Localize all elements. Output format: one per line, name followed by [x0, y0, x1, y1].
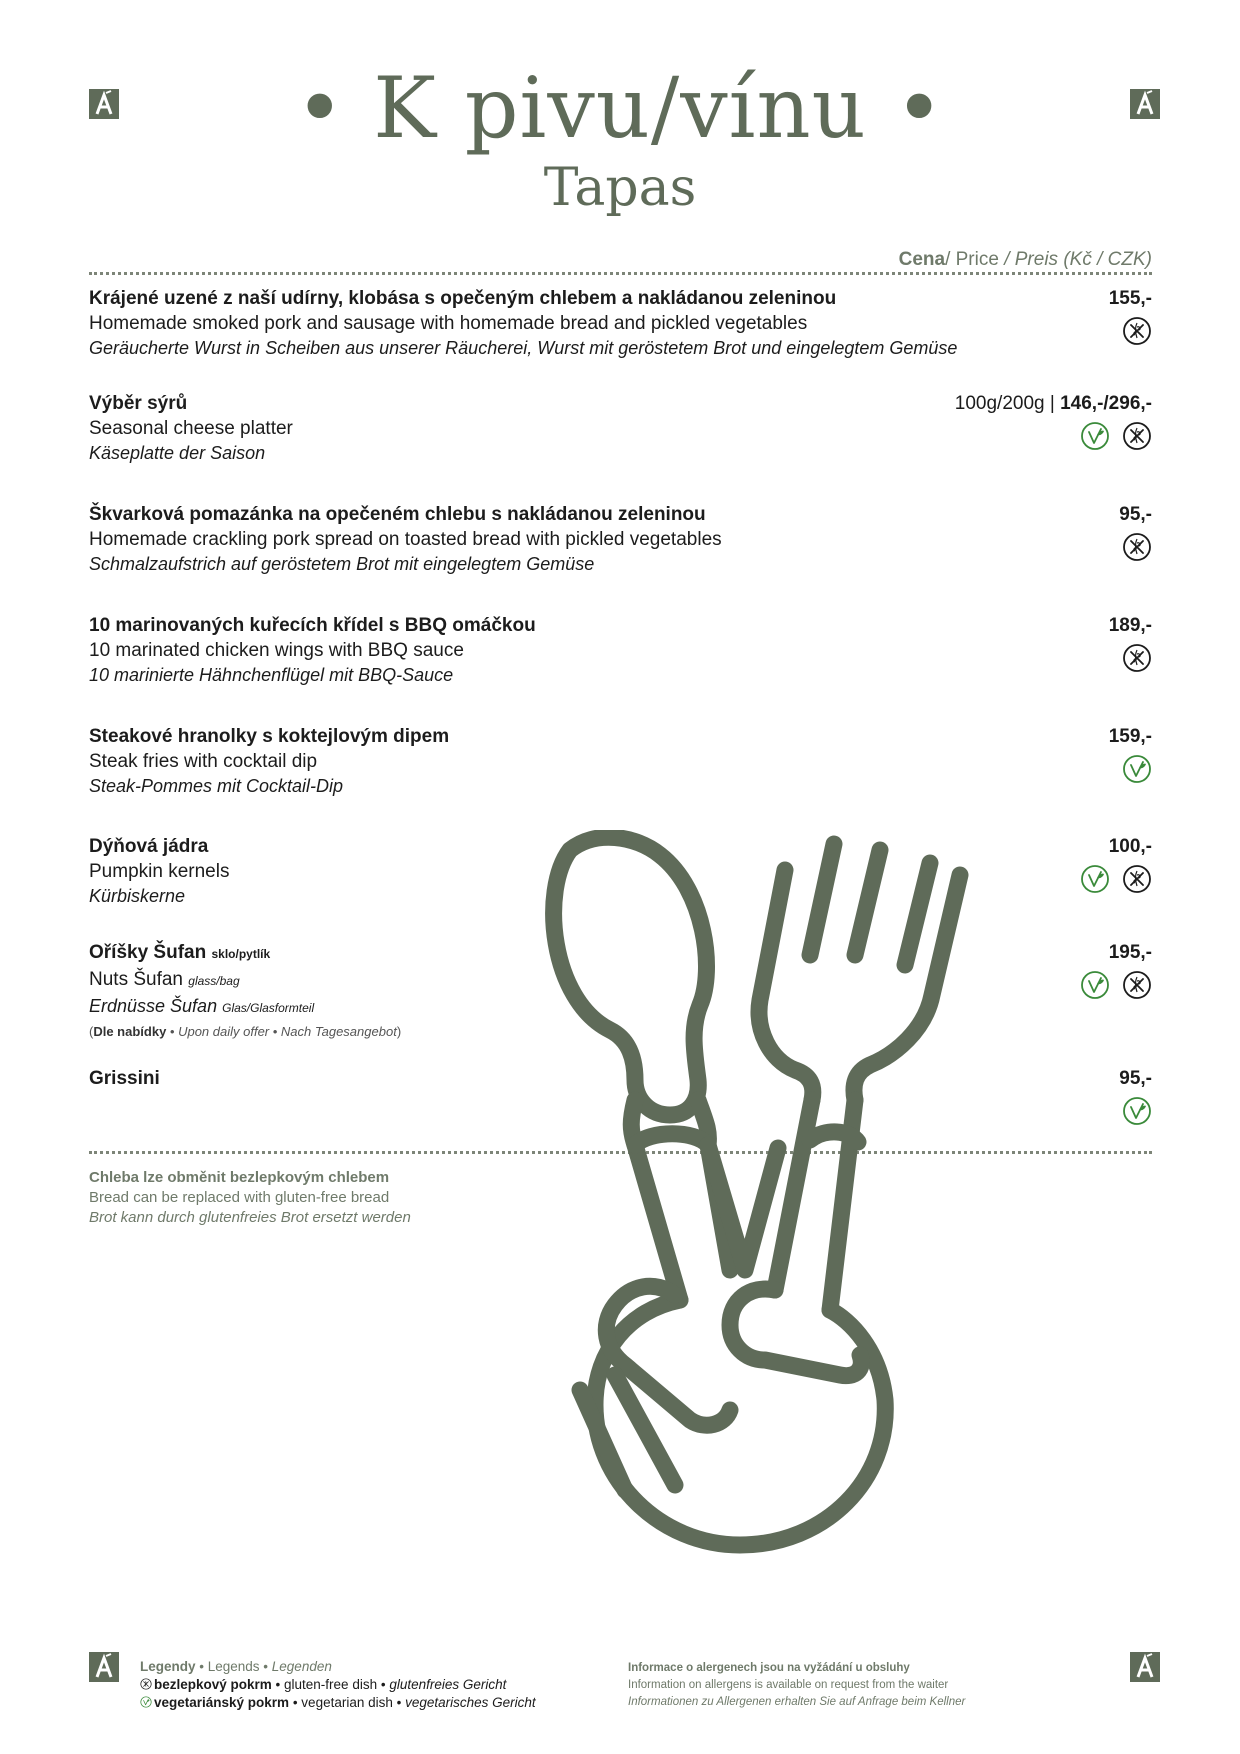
item-name-en: Pumpkin kernels — [89, 861, 230, 882]
item-name-en: Steak fries with cocktail dip — [89, 751, 318, 772]
legend-gf-de: glutenfreies Gericht — [389, 1677, 507, 1692]
menu-item — [89, 286, 1152, 361]
item-size-cz: sklo/pytlík — [211, 947, 271, 961]
menu-item — [89, 613, 1152, 688]
allergen-en: Information on allergens is available on request from the waiter — [628, 1679, 949, 1691]
legend — [140, 1658, 536, 1712]
price-label-en: / Price — [945, 249, 1005, 270]
divider — [89, 272, 1152, 275]
vegetarian-icon — [1080, 970, 1110, 1000]
allergen-de: Informationen zu Allergenen erhalten Sie auf Anfrage beim Kellner — [628, 1696, 966, 1708]
legend-gf-cz: bezlepkový pokrm — [154, 1677, 272, 1692]
gluten-free-icon — [1122, 643, 1152, 673]
item-price: 159,- — [1108, 726, 1152, 747]
item-price: 195,- — [1108, 942, 1152, 963]
menu-item — [89, 502, 1152, 577]
spoon-fork-hand-illustration — [540, 830, 1010, 1560]
item-price: 155,- — [1108, 288, 1152, 309]
item-name-cz: Grissini — [89, 1068, 160, 1089]
legend-title-cz: Legendy — [140, 1659, 196, 1674]
gluten-free-icon — [140, 1678, 152, 1690]
bread-note-en: Bread can be replaced with gluten-free bread — [89, 1189, 390, 1206]
item-size-en: glass/bag — [188, 974, 240, 988]
gluten-free-icon — [1122, 864, 1152, 894]
note-bold: Dle nabídky — [93, 1024, 167, 1039]
item-price: 189,- — [1108, 615, 1152, 636]
item-price: 95,- — [1119, 1068, 1152, 1089]
bread-note-cz: Chleba lze obměnit bezlepkovým chlebem — [89, 1169, 390, 1186]
item-price: 95,- — [1119, 504, 1152, 525]
vegetarian-icon — [1080, 864, 1110, 894]
vegetarian-icon — [140, 1696, 152, 1708]
item-name-de: Kürbiskerne — [89, 886, 186, 906]
item-name-en: Homemade smoked pork and sausage with homemade bread and pickled vegetables — [89, 313, 808, 334]
item-name-cz: Steakové hranolky s koktejlovým dipem — [89, 726, 450, 747]
item-name-cz-text: Oříšky Šufan — [89, 942, 207, 963]
gluten-free-icon — [1122, 316, 1152, 346]
item-price-value: 146,-/296,- — [1060, 393, 1152, 414]
legend-gf-en: • gluten-free dish • — [271, 1677, 390, 1692]
bread-note-de: Brot kann durch glutenfreies Brot ersetzt werden — [89, 1209, 411, 1226]
bread-note — [89, 1168, 411, 1228]
vegetarian-icon — [1122, 754, 1152, 784]
item-name-cz: Škvarková pomazánka na opečeném chlebu s nakládanou zeleninou — [89, 504, 706, 525]
item-name-cz: 10 marinovaných kuřecích křídel s BBQ omáčkou — [89, 615, 536, 636]
item-name-cz: Dýňová jádra — [89, 836, 209, 857]
allergen-info — [628, 1660, 965, 1711]
menu-item — [89, 391, 1152, 466]
item-name-de: 10 marinierte Hähnchenflügel mit BBQ-Sauce — [89, 665, 454, 685]
page-title: • K pivu/vínu • — [295, 59, 945, 157]
note-rest: • Upon daily offer • Nach Tagesangebot — [166, 1024, 397, 1039]
vegetarian-icon — [1080, 421, 1110, 451]
price-label-de: / Preis (Kč / CZK) — [1004, 249, 1152, 270]
price-column-header — [899, 248, 1152, 272]
gluten-free-icon — [1122, 532, 1152, 562]
page-subtitle: Tapas — [543, 158, 697, 218]
item-size-de: Glas/Glasformteil — [222, 1001, 315, 1015]
item-name-en-text: Nuts Šufan — [89, 969, 183, 990]
item-name-de: Steak-Pommes mit Cocktail-Dip — [89, 776, 344, 796]
item-name-de: Geräucherte Wurst in Scheiben aus unserer Räucherei, Wurst mit geröstetem Brot und eingelegtem Gemüse — [89, 338, 958, 358]
legend-veg-de: vegetarisches Gericht — [405, 1695, 536, 1710]
item-name-de-text: Erdnüsse Šufan — [89, 996, 218, 1016]
price-label-cz: Cena — [898, 249, 946, 270]
item-name-cz: Krájené uzené z naší udírny, klobása s opečeným chlebem a nakládanou zeleninou — [89, 288, 837, 309]
item-name-cz: Výběr sýrů — [89, 393, 188, 414]
item-name-en: Seasonal cheese platter — [89, 418, 293, 439]
legend-veg-cz: vegetariánský pokrm — [154, 1695, 290, 1710]
item-weight: 100g/200g | — [954, 393, 1061, 414]
brand-logo-icon — [89, 1652, 119, 1682]
item-name-en: Homemade crackling pork spread on toasted bread with pickled vegetables — [89, 529, 722, 550]
legend-title-de: Legenden — [271, 1659, 332, 1674]
item-name-de: Schmalzaufstrich auf geröstetem Brot mit eingelegtem Gemüse — [89, 554, 595, 574]
item-name-de: Käseplatte der Saison — [89, 443, 266, 463]
item-name-en: 10 marinated chicken wings with BBQ sauce — [89, 640, 464, 661]
gluten-free-icon — [1122, 421, 1152, 451]
menu-item — [89, 724, 1152, 799]
brand-logo-icon — [1130, 1652, 1160, 1682]
note-open: ( — [89, 1024, 94, 1039]
vegetarian-icon — [1122, 1096, 1152, 1126]
gluten-free-icon — [1122, 970, 1152, 1000]
legend-veg-en: • vegetarian dish • — [289, 1695, 406, 1710]
note-close: ) — [396, 1024, 402, 1039]
item-price: 100,- — [1108, 836, 1152, 857]
legend-title-en: • Legends • — [195, 1659, 272, 1674]
item-price — [955, 391, 1152, 416]
allergen-cz: Informace o alergenech jsou na vyžádání u obsluhy — [628, 1662, 910, 1674]
